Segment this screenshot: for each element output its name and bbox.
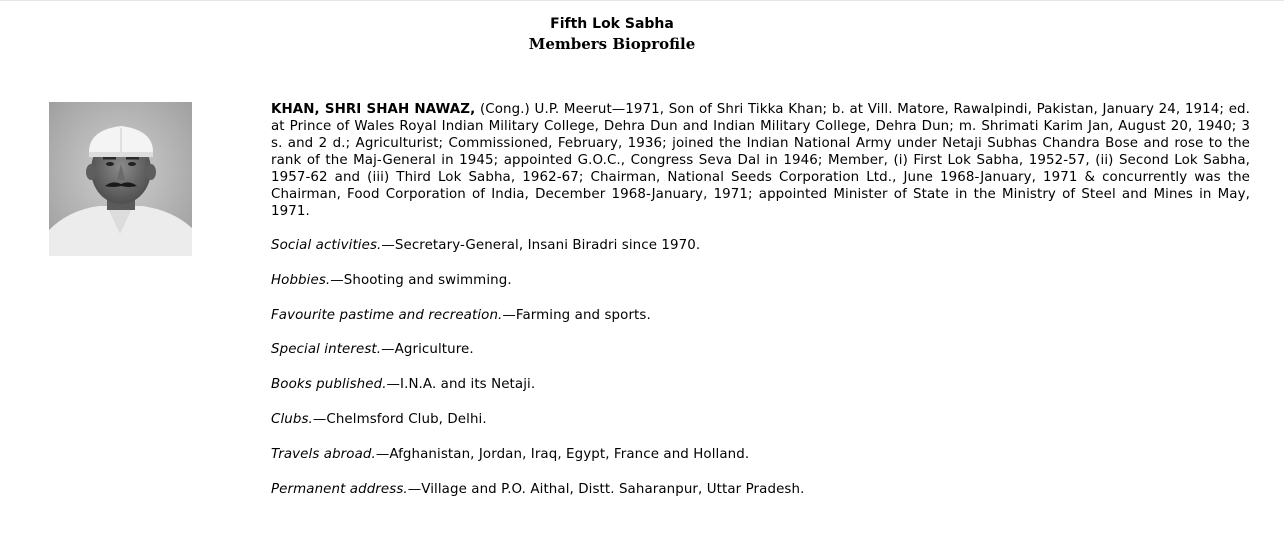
field-label: Travels abroad. xyxy=(271,446,376,462)
field-label: Hobbies. xyxy=(271,272,331,288)
member-photo xyxy=(49,102,192,256)
member-name: KHAN, SHRI SHAH NAWAZ, xyxy=(271,102,476,117)
member-bio-text: (Cong.) U.P. Meerut—1971, Son of Shri Tikka Khan; b. at Vill. Matore, Rawalpindi, Pakistan, January 24, 1914; ed. at Prince of Wales Royal Indian Military College, Dehra Dun and Indian Military College, Dehra Dun; m. Shrimati Karim Jan, August 20, 1940; 3 s. and 2 d.; Agriculturist; Commissioned, February, 1936; joined the Indian National Army under Netaji Subhas Chandra Bose and rose to the rank of the Maj-General in 1945; appointed G.O.C., Congress Seva Dal in 1946; Member, (i) First Lok Sabha, 1952-57, (ii) Second Lok Sabha, 1957-62 and (iii) Third Lok Sabha, 1962-67; Chairman, National Seeds Corporation Ltd., June 1968-January, 1971 & concurrently was the Chairman, Food Corporation of India, December 1968-January, 1971; appointed Minister of State in the Ministry of Steel and Mines in May, 1971. xyxy=(271,102,1250,219)
field-value: —Farming and sports. xyxy=(502,307,651,323)
field-value: —Agriculture. xyxy=(381,342,474,358)
field-social-activities xyxy=(271,237,1250,254)
field-value: —Shooting and swimming. xyxy=(330,272,512,288)
field-special-interest xyxy=(271,341,1250,358)
page-header xyxy=(0,15,1224,55)
field-hobbies xyxy=(271,272,1250,289)
field-value: —Afghanistan, Jordan, Iraq, Egypt, France and Holland. xyxy=(375,446,750,462)
field-clubs xyxy=(271,411,1250,428)
field-label: Books published. xyxy=(271,377,387,393)
bioprofile-content xyxy=(271,101,1250,515)
field-value: —Village and P.O. Aithal, Distt. Saharanpur, Uttar Pradesh. xyxy=(407,481,805,497)
field-books-published xyxy=(271,376,1250,393)
field-label: Special interest. xyxy=(271,342,382,358)
page-title: Fifth Lok Sabha xyxy=(550,16,674,32)
page-subtitle: Members Bioprofile xyxy=(528,35,696,53)
top-divider xyxy=(0,0,1284,1)
member-bio xyxy=(271,101,1250,220)
field-label: Permanent address. xyxy=(271,481,408,497)
field-travels-abroad xyxy=(271,446,1250,463)
field-value: —Chelmsford Club, Delhi. xyxy=(312,411,487,427)
field-favourite-pastime xyxy=(271,307,1250,324)
field-permanent-address xyxy=(271,481,1250,498)
portrait-photo-icon xyxy=(49,102,192,256)
field-value: —I.N.A. and its Netaji. xyxy=(386,377,536,393)
field-value: —Secretary-General, Insani Biradri since 1970. xyxy=(381,238,701,253)
field-label: Social activities. xyxy=(271,238,382,253)
field-label: Clubs. xyxy=(271,411,313,427)
field-label: Favourite pastime and recreation. xyxy=(271,307,503,323)
